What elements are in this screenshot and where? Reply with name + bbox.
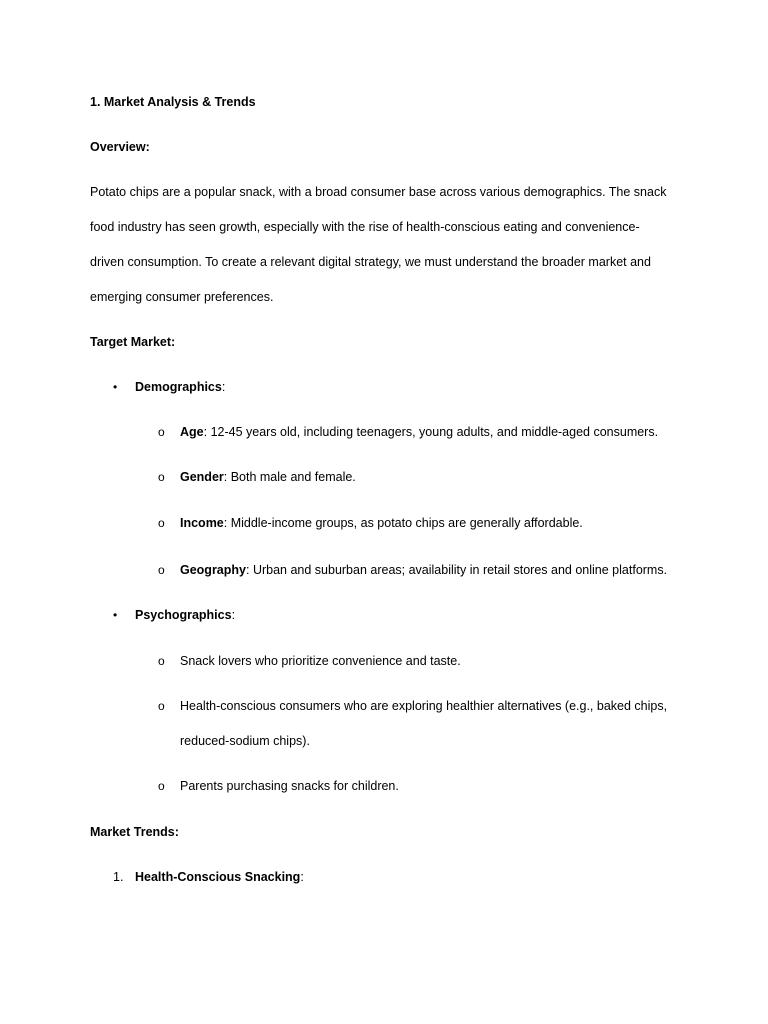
target-market-label: Target Market: bbox=[90, 335, 176, 349]
demographic-text: : Middle-income groups, as potato chips are generally affordable. bbox=[223, 516, 583, 530]
overview-line: emerging consumer preferences. bbox=[90, 290, 274, 304]
demographic-text: : 12-45 years old, including teenagers, young adults, and middle-aged consumers. bbox=[203, 425, 659, 439]
demographic-gender bbox=[180, 469, 356, 485]
market-trend-label: Health-Conscious Snacking bbox=[135, 870, 301, 884]
sub-bullet-marker: o bbox=[158, 425, 165, 439]
numbered-marker: 1. bbox=[113, 870, 124, 884]
psychographics-suffix: : bbox=[231, 608, 236, 622]
demographic-term: Income bbox=[180, 516, 224, 530]
sub-bullet-marker: o bbox=[158, 516, 165, 530]
demographic-term: Age bbox=[180, 425, 204, 439]
bullet-marker: • bbox=[113, 380, 118, 394]
overview-line: driven consumption. To create a relevant digital strategy, we must understand the broader market and bbox=[90, 255, 651, 269]
overview-line: food industry has seen growth, especially with the rise of health-conscious eating and convenience- bbox=[90, 220, 640, 234]
psychographic-text: Snack lovers who prioritize convenience and taste. bbox=[180, 654, 461, 668]
overview-label: Overview: bbox=[90, 140, 150, 154]
demographic-text: : Both male and female. bbox=[223, 470, 356, 484]
demographics-label: Demographics bbox=[135, 380, 222, 394]
psychographic-text: Parents purchasing snacks for children. bbox=[180, 779, 399, 793]
psychographic-text: reduced-sodium chips). bbox=[180, 734, 310, 748]
sub-bullet-marker: o bbox=[158, 779, 165, 793]
demographic-geography bbox=[180, 562, 667, 578]
demographic-text: : Urban and suburban areas; availability in retail stores and online platforms. bbox=[246, 563, 668, 577]
sub-bullet-marker: o bbox=[158, 654, 165, 668]
demographic-income bbox=[180, 515, 583, 531]
sub-bullet-marker: o bbox=[158, 563, 165, 577]
market-trends-label: Market Trends: bbox=[90, 825, 179, 839]
demographics-item bbox=[135, 379, 225, 395]
bullet-marker: • bbox=[113, 608, 118, 622]
demographic-term: Gender bbox=[180, 470, 224, 484]
market-trend-item bbox=[135, 869, 304, 885]
sub-bullet-marker: o bbox=[158, 699, 165, 713]
psychographics-label: Psychographics bbox=[135, 608, 232, 622]
demographic-term: Geography bbox=[180, 563, 246, 577]
psychographics-item bbox=[135, 607, 235, 623]
section-heading: 1. Market Analysis & Trends bbox=[90, 95, 256, 109]
overview-line: Potato chips are a popular snack, with a broad consumer base across various demographics. The snack bbox=[90, 185, 667, 199]
sub-bullet-marker: o bbox=[158, 470, 165, 484]
demographics-suffix: : bbox=[221, 380, 226, 394]
psychographic-text: Health-conscious consumers who are exploring healthier alternatives (e.g., baked chips, bbox=[180, 699, 668, 713]
market-trend-suffix: : bbox=[300, 870, 304, 884]
demographic-age bbox=[180, 424, 658, 440]
